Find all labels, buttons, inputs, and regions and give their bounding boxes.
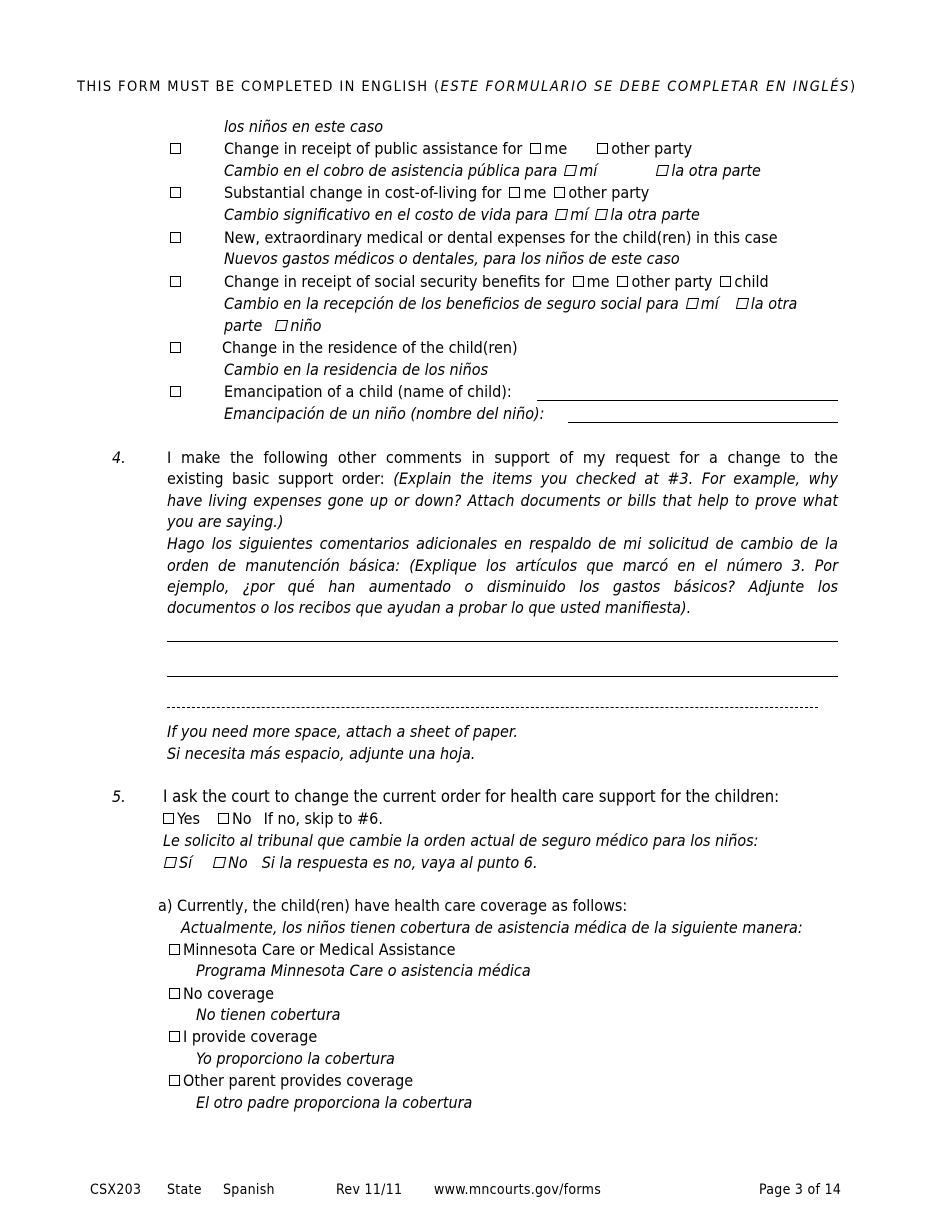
cost-of-living-otra-checkbox[interactable] — [595, 209, 608, 220]
item-4-es-line-4: documentos o los recibos que ayudan a probar lo que usted manifiesta). — [167, 598, 692, 617]
other-parent-coverage-checkbox[interactable] — [169, 1075, 180, 1086]
coverage-option-other-parent: Other parent provides coverage — [169, 1071, 413, 1091]
coverage-option-self-es: Yo proporciono la cobertura — [196, 1049, 395, 1068]
item-5-yes-no: Yes No If no, skip to #6. — [163, 809, 383, 829]
social-security-label: Change in receipt of social security benefits for me other party child — [224, 272, 769, 291]
emancipation-label-es: Emancipación de un niño (nombre del niño): — [224, 404, 545, 423]
public-assistance-label-es: Cambio en el cobro de asistencia pública para mí la otra parte — [224, 161, 761, 180]
social-security-me-checkbox[interactable] — [573, 276, 584, 287]
social-security-mi-checkbox[interactable] — [686, 298, 699, 309]
more-space-note: If you need more space, attach a sheet of paper. — [167, 722, 518, 741]
carry-over-text: los niños en este caso — [224, 117, 384, 136]
social-security-otra-checkbox[interactable] — [736, 298, 749, 309]
item-5-question: I ask the court to change the current order for health care support for the children: — [163, 787, 780, 806]
footer-page-number: Page 3 of 14 — [759, 1182, 842, 1198]
cost-of-living-label: Substantial change in cost-of-living for me other party — [224, 183, 650, 202]
coverage-option-minnesota-care-es: Programa Minnesota Care o asistencia médica — [196, 961, 531, 980]
medical-expenses-label: New, extraordinary medical or dental expenses for the child(ren) in this case — [224, 228, 778, 247]
public-assistance-mi-checkbox[interactable] — [564, 165, 577, 176]
social-security-other-checkbox[interactable] — [617, 276, 628, 287]
item-4-line-1: I make the following other comments in support of my request for a change to the — [167, 448, 838, 467]
item-5-number: 5. — [112, 787, 126, 806]
no-coverage-checkbox[interactable] — [169, 988, 180, 999]
footer-form-id: CSX203 — [90, 1182, 142, 1198]
coverage-option-none: No coverage — [169, 984, 274, 1004]
residence-label-es: Cambio en la residencia de los niños — [224, 360, 489, 379]
comments-line-2[interactable] — [167, 676, 838, 677]
footer-jurisdiction: State — [167, 1182, 202, 1198]
residence-checkbox[interactable] — [170, 342, 181, 353]
health-care-yes-checkbox[interactable] — [163, 813, 174, 824]
item-5-si-no: Sí No Si la respuesta es no, vaya al punto 6. — [165, 853, 538, 873]
cost-of-living-other-checkbox[interactable] — [554, 187, 565, 198]
medical-expenses-checkbox[interactable] — [170, 232, 181, 243]
coverage-option-self: I provide coverage — [169, 1027, 317, 1047]
health-care-no-es-checkbox[interactable] — [213, 857, 226, 868]
child-name-field[interactable] — [537, 400, 838, 401]
footer-revision: Rev 11/11 — [336, 1182, 403, 1198]
social-security-label-es-cont: parte niño — [224, 316, 322, 335]
item-4-es-line-2: orden de manutención básica: (Explique los artículos que marcó en el número 3. Por — [167, 556, 838, 575]
item-4-number: 4. — [112, 448, 126, 467]
public-assistance-me-checkbox[interactable] — [530, 143, 541, 154]
coverage-option-minnesota-care: Minnesota Care or Medical Assistance — [169, 940, 455, 960]
cost-of-living-mi-checkbox[interactable] — [555, 209, 568, 220]
coverage-option-other-parent-es: El otro padre proporciona la cobertura — [196, 1093, 473, 1112]
coverage-heading: a) Currently, the child(ren) have health care coverage as follows: — [158, 896, 628, 915]
public-assistance-other-checkbox[interactable] — [597, 143, 608, 154]
child-name-field-es[interactable] — [568, 422, 838, 423]
footer-language: Spanish — [223, 1182, 275, 1198]
social-security-checkbox[interactable] — [170, 276, 181, 287]
item-4-es-line-1: Hago los siguientes comentarios adicionales en respaldo de mi solicitud de cambio de la — [167, 534, 838, 553]
cost-of-living-checkbox[interactable] — [170, 187, 181, 198]
social-security-child-checkbox[interactable] — [720, 276, 731, 287]
coverage-option-none-es: No tienen cobertura — [196, 1005, 341, 1024]
emancipation-checkbox[interactable] — [170, 386, 181, 397]
coverage-heading-es: Actualmente, los niños tienen cobertura de asistencia médica de la siguiente manera: — [181, 918, 803, 937]
public-assistance-checkbox[interactable] — [170, 143, 181, 154]
item-4-line-3: have living expenses gone up or down? Attach documents or bills that help to prove what — [167, 491, 838, 510]
residence-label: Change in the residence of the child(ren) — [222, 338, 518, 357]
public-assistance-label: Change in receipt of public assistance for me other party — [224, 139, 693, 158]
cost-of-living-me-checkbox[interactable] — [509, 187, 520, 198]
minnesota-care-checkbox[interactable] — [169, 944, 180, 955]
more-space-note-es: Si necesita más espacio, adjunte una hoja. — [167, 744, 476, 763]
social-security-label-es: Cambio en la recepción de los beneficios de seguro social para mí la otra — [224, 294, 798, 313]
form-language-notice: THIS FORM MUST BE COMPLETED IN ENGLISH (ESTE FORMULARIO SE DEBE COMPLETAR EN INGLÉS) — [77, 79, 857, 95]
cost-of-living-label-es: Cambio significativo en el costo de vida para mí la otra parte — [224, 205, 700, 224]
health-care-no-checkbox[interactable] — [218, 813, 229, 824]
footer-url[interactable]: www.mncourts.gov/forms — [434, 1182, 602, 1198]
item-4-es-line-3: ejemplo, ¿por qué han aumentado o disminuido los gastos básicos? Adjunte los — [167, 577, 838, 596]
social-security-nino-checkbox[interactable] — [275, 320, 288, 331]
comments-line-1[interactable] — [167, 641, 838, 642]
medical-expenses-label-es: Nuevos gastos médicos o dentales, para los niños de este caso — [224, 249, 680, 268]
health-care-si-checkbox[interactable] — [164, 857, 177, 868]
item-4-line-2: existing basic support order: (Explain the items you checked at #3. For example, why — [167, 469, 839, 488]
item-5-question-es: Le solicito al tribunal que cambie la orden actual de seguro médico para los niños: — [163, 831, 759, 850]
item-4-line-4: you are saying.) — [167, 512, 284, 531]
public-assistance-otra-checkbox[interactable] — [656, 165, 669, 176]
i-provide-coverage-checkbox[interactable] — [169, 1031, 180, 1042]
comments-line-3[interactable] — [167, 707, 818, 708]
emancipation-label: Emancipation of a child (name of child): — [224, 382, 512, 401]
